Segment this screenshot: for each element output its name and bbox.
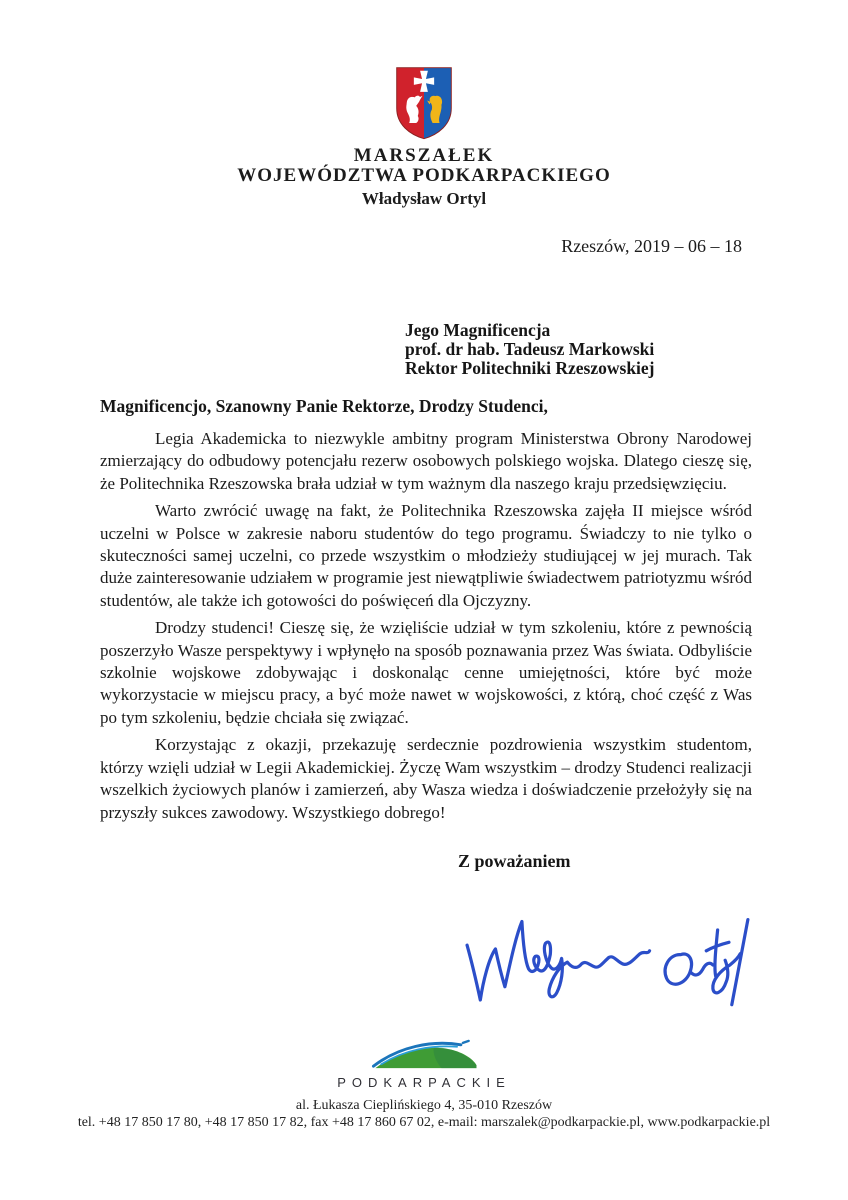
paragraph-1: Legia Akademicka to niezwykle ambitny program Ministerstwa Obrony Narodowej zmierzający do odbudowy potencjału rezerw osobowych polskiego wojska. Dlatego cieszę się, że Politechnika Rzeszowska brała udział w tym ważnym dla naszego kraju przedsięwzięciu. [100, 429, 752, 493]
letterhead-office-line2: WOJEWÓDZTWA PODKARPACKIEGO [237, 165, 611, 186]
salutation: Magnificencjo, Szanowny Panie Rektorze, Drodzy Studenci, [100, 396, 548, 416]
letter-body [100, 428, 752, 829]
addressee-block [405, 321, 655, 378]
logo-wordmark: PODKARPACKIE [337, 1075, 511, 1090]
addressee-line2: prof. dr hab. Tadeusz Markowski [405, 339, 655, 359]
footer-address: al. Łukasza Cieplińskiego 4, 35-010 Rzeszów [295, 1098, 553, 1113]
podkarpackie-coat-of-arms-icon [385, 62, 463, 142]
podkarpackie-logo [334, 1038, 514, 1090]
closing-formula: Z poważaniem [458, 851, 571, 871]
addressee-line3: Rektor Politechniki Rzeszowskiej [405, 358, 655, 378]
podkarpackie-logo-icon [365, 1038, 483, 1073]
handwritten-signature [448, 913, 766, 1017]
paragraph-3: Drodzy studenci! Cieszę się, że wzięliście udział w tym szkoleniu, które z pewnością poszerzyło Wasze perspektywy i wpłynęło na sposób poznawania przez Was świata. Odbyliście szkolnie wojskowe zdobywając i doskonaląc cenne umiejętności, które być może wykorzystacie w miejscu pracy, a być może nawet w wojskowości, z którą, choć część z Was po tym szkoleniu, będzie chciała się związać. [100, 618, 752, 727]
paragraph-4: Korzystając z okazji, przekazuję serdecznie pozdrowienia wszystkim studentom, którzy wzięli udział w Legii Akademickiej. Życzę Wam wszystkim – drodzy Studenci realizacji wszelkich życiowych planów i zamierzeń, aby Wasza wiedza i doświadczenie przełożyły się na przyszły sukces zawodowy. Wszystkiego dobrego! [100, 735, 752, 822]
dateline: Rzeszów, 2019 – 06 – 18 [561, 236, 742, 256]
footer-contact: tel. +48 17 850 17 80, +48 17 850 17 82, fax +48 17 860 67 02, e-mail: marszalek@podkarpackie.pl, www.podkarpackie.pl [77, 1115, 771, 1130]
paragraph-2: Warto zwrócić uwagę na fakt, że Politechnika Rzeszowska zajęła II miejsce wśród uczelni w Polsce w zakresie naboru studentów do tego programu. Świadczy to nie tylko o skuteczności samej uczelni, co przede wszystkim o młodzieży studiującej w jej murach. Tak duże zainteresowanie udziałem w programie jest niewątpliwie świadectwem patriotyzmu wśród studentów, ale także ich gotowości do poświęceń dla Ojczyzny. [100, 501, 752, 610]
addressee-line1: Jego Magnificencja [405, 320, 551, 340]
letterhead-office-line1: MARSZAŁEK [353, 145, 495, 166]
letterhead-person-name: Władysław Ortyl [361, 189, 487, 208]
